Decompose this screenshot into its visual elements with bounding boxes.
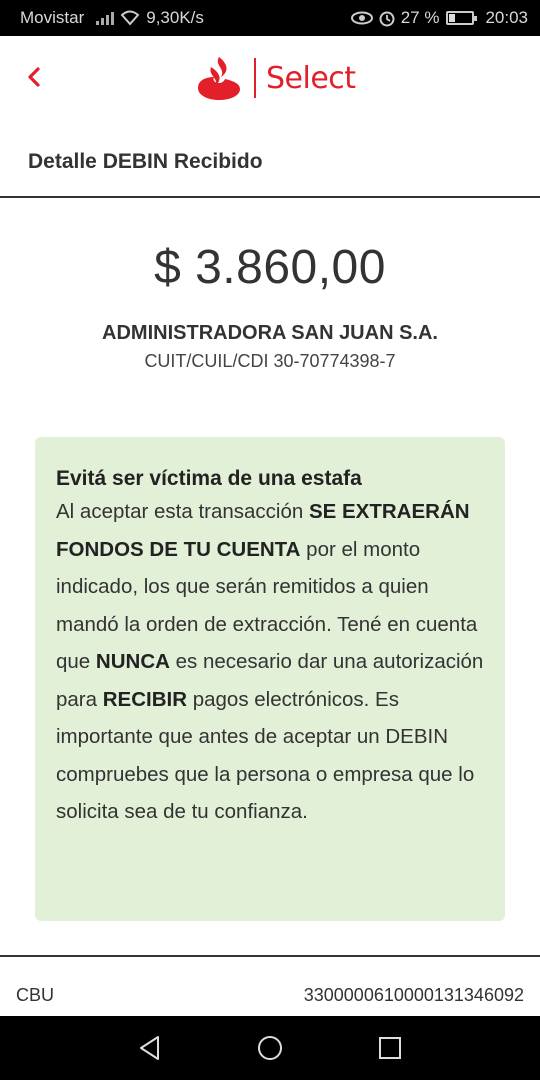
network-speed: 9,30K/s [146,8,204,27]
system-nav-bar [0,1016,540,1080]
transaction-amount: $ 3.860,00 [154,241,386,294]
warning-text-1: Al aceptar esta transacción [56,500,309,523]
payee-name: ADMINISTRADORA SAN JUAN S.A. [102,322,438,344]
logo-divider [254,58,256,98]
cbu-row [0,982,540,1012]
warning-text-2: por el monto indicado, los que serán remitidos a quien mandó la orden de extracción. Tené en cuenta que [56,537,478,673]
square-recents-icon [378,1036,402,1060]
chevron-left-icon [25,66,43,88]
nav-home-button[interactable] [250,1028,290,1068]
app-header [0,36,540,124]
brand-label: Select [266,60,356,96]
triangle-back-icon [138,1035,162,1061]
eye-icon [351,11,373,25]
signal-icon [96,11,114,25]
battery-percent: 27 % [400,8,440,27]
payee-cuit: CUIT/CUIL/CDI 30-70774398-7 [144,351,396,371]
brand-logo [196,52,356,104]
warning-bold-3: RECIBIR [102,687,188,711]
cbu-value: 3300000610000131346092 [303,985,524,1005]
back-button[interactable] [14,58,54,98]
cbu-label: CBU [16,985,55,1005]
warning-text-3: es necesario dar una autorización para [56,650,484,711]
nav-recents-button[interactable] [370,1028,410,1068]
page-title-bar [0,124,540,198]
page-title: Detalle DEBIN Recibido [28,150,263,173]
fraud-warning-card [35,437,505,921]
battery-icon [446,11,474,25]
warning-body [56,493,485,831]
warning-bold-1: SE EXTRAERÁN FONDOS DE TU CUENTA [56,500,470,561]
circle-home-icon [257,1035,283,1061]
wifi-icon [120,10,140,26]
nav-back-button[interactable] [130,1028,170,1068]
divider [0,955,540,957]
clock: 20:03 [485,8,528,27]
status-bar [0,0,540,36]
warning-title: Evitá ser víctima de una estafa [56,467,362,490]
warning-bold-2: NUNCA [95,650,170,673]
warning-text-4: pagos electrónicos. Es importante que antes de aceptar un DEBIN compruebes que la persona o empresa que lo solicita sea de tu confianza. [56,687,475,823]
flame-logo-icon [196,55,242,101]
battery-fill [449,14,455,22]
alarm-icon [378,9,396,27]
carrier-name: Movistar [20,8,85,27]
